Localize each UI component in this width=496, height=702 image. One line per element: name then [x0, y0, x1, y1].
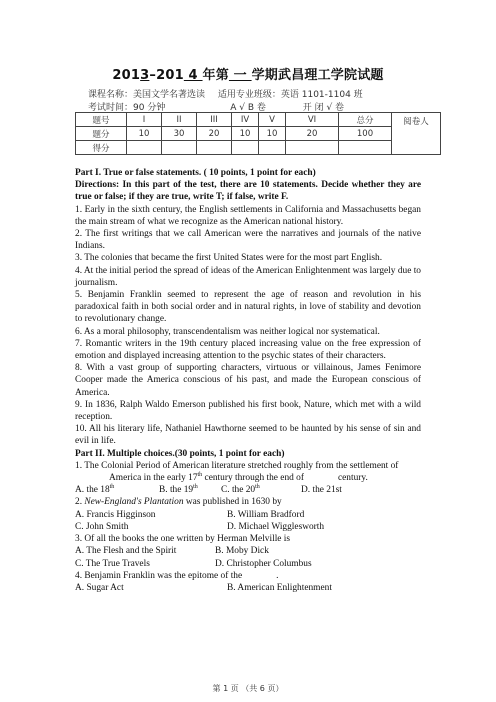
points-cell: 20 — [197, 127, 232, 141]
mc-question-4 — [75, 570, 421, 582]
q1-option-text: B. the 19 — [159, 485, 194, 496]
score-label: 得分 — [76, 141, 127, 155]
mc-question-1-cont — [75, 472, 421, 484]
q4-options-row-1 — [75, 582, 421, 594]
score-row — [76, 141, 441, 155]
q1-sup: th — [197, 472, 203, 479]
score-header-cell: 题号 — [76, 113, 127, 127]
q4-option: B. American Enlightenment — [227, 582, 332, 593]
points-cell: 10 — [127, 127, 162, 141]
tf-item: 9. In 1836, Ralph Waldo Emerson published his first book, Nature, which met with a wild reception. — [75, 399, 421, 423]
q1-option-sup: th — [109, 484, 115, 491]
q2-option: D. Michael Wigglesworth — [227, 521, 325, 532]
q1-option-text: D. the 21st — [301, 485, 342, 496]
score-header-cell: VI — [286, 113, 339, 127]
score-cell — [232, 141, 259, 155]
score-table — [75, 112, 441, 155]
score-header-cell: I — [127, 113, 162, 127]
q2-options-row-2 — [75, 521, 421, 533]
exam-time: 考试时间：90 分钟 — [88, 103, 166, 113]
q1-option-sup: th — [193, 484, 198, 491]
score-table-header-row — [76, 113, 441, 127]
title-term-label: 年第 — [202, 68, 229, 83]
q1-option-sup: th — [255, 484, 260, 491]
exam-mode: 开 闭 √ 卷 — [302, 103, 345, 113]
page-footer: 第 1 页 （共 6 页） — [212, 684, 284, 693]
title-school: 学期武昌理工学院试题 — [251, 68, 384, 83]
q1-option — [159, 484, 221, 496]
q2-option: C. John Smith — [75, 521, 129, 532]
score-header-cell: V — [259, 113, 286, 127]
tf-item: 4. At the initial period the spread of ideas of the American Enlightenment was largely due to journalism. — [75, 265, 421, 288]
q3-options-row-1 — [75, 545, 421, 557]
score-cell — [162, 141, 197, 155]
q1-option — [75, 484, 159, 496]
points-cell: 20 — [286, 127, 339, 141]
q1-option-text: C. the 20 — [221, 485, 256, 496]
q1-text-cont: America in the early 17 — [109, 473, 198, 484]
q1-option — [221, 484, 301, 496]
title-term-number: 一 — [228, 68, 252, 83]
tf-item: 5. Benjamin Franklin seemed to represent the age of reason and revolution in his paradoxical faith in both social order and in natural rights, in love of stability and devotion to revolutionary change. — [75, 290, 421, 325]
points-cell: 100 — [339, 127, 392, 141]
points-row — [76, 127, 441, 141]
score-cell — [259, 141, 286, 155]
points-cell: 30 — [162, 127, 197, 141]
applicable-classes: 适用专业班级：英语 1101-1104 班 — [217, 90, 363, 100]
exam-meta-line-1 — [88, 87, 373, 100]
exam-content — [75, 167, 421, 594]
title-year-start: 201 — [112, 68, 141, 83]
q2-text: was published in 1630 by — [183, 497, 282, 508]
q2-option: B. William Bradford — [227, 509, 305, 520]
course-name: 课程名称：美国文学名著选读 — [88, 90, 206, 100]
tf-item: 2. The first writings that we call American were the narratives and journals of the native Indians. — [75, 229, 421, 252]
q4-text-end: . — [276, 570, 279, 581]
q3-option: A. The Flesh and the Spirit — [75, 546, 177, 557]
q4-text: 4. Benjamin Franklin was the epitome of the — [75, 570, 243, 581]
q4-option: A. Sugar Act — [75, 582, 124, 593]
paper-version: A √ B 卷 — [230, 103, 266, 113]
mc-question-2 — [75, 496, 421, 508]
mc-question-3: 3. Of all the books the one written by Herman Melville is — [75, 534, 291, 545]
q3-options-row-2 — [75, 558, 421, 570]
score-cell — [197, 141, 232, 155]
q2-option: A. Francis Higginson — [75, 509, 156, 520]
tf-item: 1. Early in the sixth century, the English settlements in California and Massachusetts began the main stream of what we recognize as the American national history. — [75, 204, 421, 227]
part2-title: Part II. Multiple choices.(30 points, 1 point for each) — [75, 448, 285, 459]
q1-option-text: A. the 18 — [75, 485, 110, 496]
q2-number: 2. — [75, 497, 85, 508]
q3-option: B. Moby Dick — [215, 546, 269, 557]
q1-option — [301, 484, 342, 496]
q1-text-end: century. — [337, 473, 368, 484]
score-cell — [286, 141, 339, 155]
score-cell — [127, 141, 162, 155]
grader-cell — [392, 113, 441, 155]
tf-item: 3. The colonies that became the first United States were for the most part English. — [75, 253, 383, 264]
tf-item: 10. All his literary life, Nathaniel Hawthorne seemed to be haunted by his sense of sin and evil in life. — [75, 424, 421, 447]
exam-title — [0, 64, 496, 83]
tf-item: 8. With a vast group of supporting characters, virtuous or villainous, James Fenimore Cooper made the America conscious of his past, and made the European conscious of America. — [75, 363, 421, 398]
score-header-cell: III — [197, 113, 232, 127]
q1-options — [75, 484, 421, 496]
tf-item: 6. As a moral philosophy, transcendentalism was neither logical nor systematical. — [75, 326, 380, 337]
q2-options-row-1 — [75, 509, 421, 521]
score-header-cell: 总分 — [339, 113, 392, 127]
score-header-cell: II — [162, 113, 197, 127]
q3-option: C. The True Travels — [75, 558, 150, 569]
points-cell: 10 — [232, 127, 259, 141]
q1-text-cont2: century through the end of — [202, 473, 304, 484]
q3-option: D. Christopher Columbus — [215, 558, 312, 569]
part1-directions: Directions: In this part of the test, there are 10 statements. Decide whether they are true or false; if they are true, write T; if false, write F. — [75, 180, 421, 203]
points-label: 题分 — [76, 127, 127, 141]
q2-book-title: New-England's Plantation — [84, 497, 184, 508]
title-year-dash: –201 — [149, 68, 184, 83]
q1-text: 1. The Colonial Period of American literature stretched roughly from the settlement of — [75, 460, 399, 471]
score-header-cell: IV — [232, 113, 259, 127]
tf-item: 7. Romantic writers in the 19th century placed increasing value on the free expression of emotion and displayed increasing attention to the psychic states of their characters. — [75, 338, 421, 362]
points-cell: 10 — [259, 127, 286, 141]
grader-label: 阅卷人 — [403, 116, 429, 127]
title-year-end: 4 — [183, 68, 203, 83]
score-cell — [339, 141, 392, 155]
title-year-digit: 3 — [140, 68, 150, 83]
mc-question-1 — [75, 460, 421, 472]
part1-title: Part I. True or false statements. ( 10 points, 1 point for each) — [75, 168, 316, 178]
